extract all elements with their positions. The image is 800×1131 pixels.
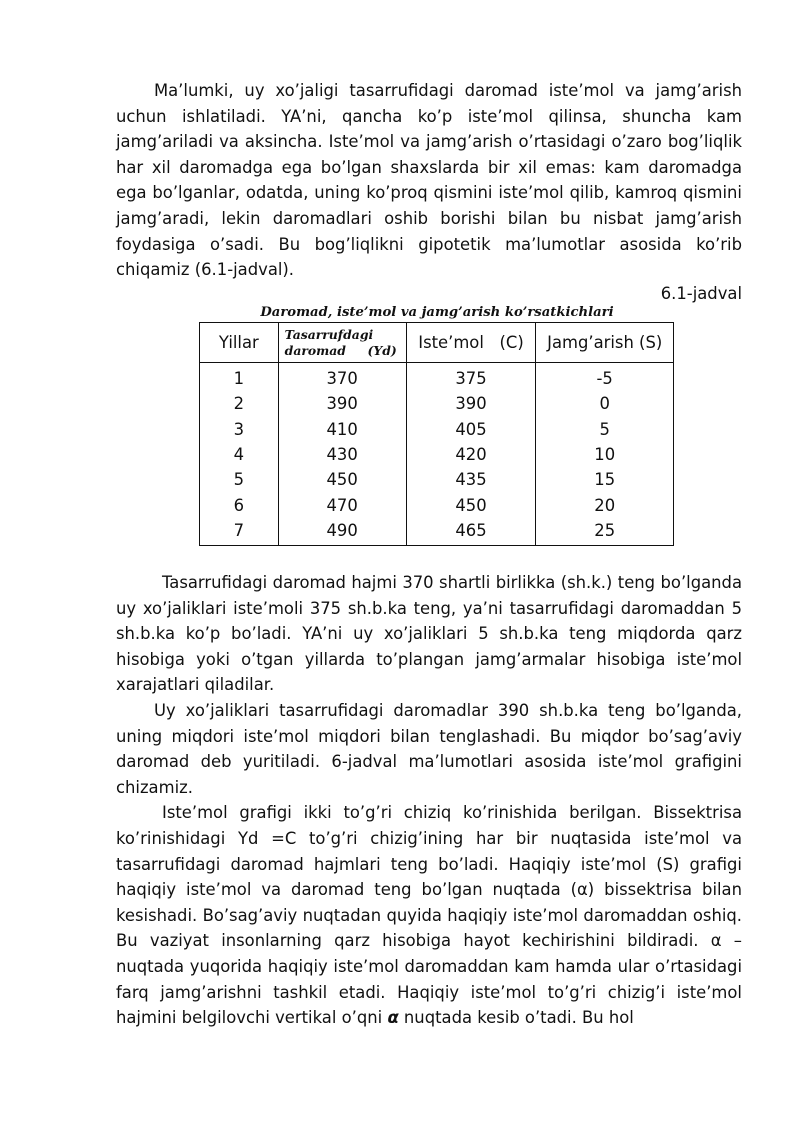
paragraph-3-end: nuqtada kesib o’tadi. Bu hol [403, 1008, 634, 1028]
data-table [199, 322, 674, 546]
cell-saving: 10 [536, 442, 674, 467]
paragraph-3-text: Iste’mol grafigi ikki to’g’ri chiziq ko’rinishida berilgan. Bissektrisa ko’rinishidagi Yd =C to’g’ri chizig’ining har bir nuqtasida iste’mol va tasarrufidagi daromad hajmlari teng bo’ladi. Haqiqiy iste’mol (S) grafigi haqiqiy iste’mol va daromad teng bo’lgan nuqtada (α) bissektrisa bilan kesishadi. Bo’sag’aviy nuqtadan quyida haqiqiy iste’mol daromaddan oshiq. Bu vaziyat insonlarning qarz hisobiga hayot kechirishini bildiradi. α – nuqtada yuqorida haqiqiy iste’mol daromaddan kam hamda ular o’rtasidagi farq jamg’arishni tashkil etadi. Haqiqiy iste’mol to’g’ri chizig’i iste’mol hajmini belgilovchi vertikal o’qni [116, 803, 742, 1028]
table-row [200, 363, 674, 392]
table-row [200, 391, 674, 416]
cell-year: 7 [200, 518, 279, 546]
cell-income: 390 [278, 391, 406, 416]
cell-consumption: 450 [406, 492, 536, 517]
cell-consumption: 375 [406, 363, 536, 392]
table-row [200, 518, 674, 546]
intro-text [116, 78, 742, 283]
cell-consumption: 390 [406, 391, 536, 416]
cell-year: 6 [200, 492, 279, 517]
table-row [200, 417, 674, 442]
header-saving: Jamg’arish (S) [536, 323, 674, 363]
alpha-symbol: α [387, 1008, 399, 1028]
cell-consumption: 435 [406, 467, 536, 492]
table-row [200, 442, 674, 467]
header-consumption: Iste’mol (C) [406, 323, 536, 363]
body-text [116, 570, 742, 1031]
cell-saving: 25 [536, 518, 674, 546]
cell-saving: 5 [536, 417, 674, 442]
paragraph-intro: Ma’lumki, uy xo’jaligi tasarrufidagi daromad iste’mol va jamg’arish uchun ishlatiladi. YA’ni, qancha ko’p iste’mol qilinsa, shuncha kam jamg’ariladi va aksincha. Iste’mol va jamg’arish o’rtasidagi o’zaro bog’liqlik har xil daromadga ega bo’lgan shaxslarda bir xil emas: kam daromadga ega bo’lganlar, odatda, uning ko’proq qismini iste’mol qilib, kamroq qismini jamg’aradi, lekin daromadlari oshib borishi bilan bu nisbat jamg’arish foydasiga o’sadi. Bu bog’liqlikni gipotetik ma’lumotlar asosida ko’rib chiqamiz (6.1-jadval). [116, 81, 742, 280]
cell-consumption: 405 [406, 417, 536, 442]
cell-saving: 0 [536, 391, 674, 416]
cell-year: 4 [200, 442, 279, 467]
cell-income: 490 [278, 518, 406, 546]
cell-income: 450 [278, 467, 406, 492]
header-income-line2: daromad (Yd) [284, 342, 397, 358]
cell-income: 470 [278, 492, 406, 517]
cell-income: 370 [278, 363, 406, 392]
cell-income: 410 [278, 417, 406, 442]
cell-consumption: 465 [406, 518, 536, 546]
cell-saving: 20 [536, 492, 674, 517]
cell-year: 1 [200, 363, 279, 392]
cell-saving: -5 [536, 363, 674, 392]
paragraph-3 [116, 800, 742, 1030]
cell-year: 2 [200, 391, 279, 416]
table-row [200, 467, 674, 492]
header-income [278, 323, 406, 363]
header-years: Yillar [200, 323, 279, 363]
table-row [200, 492, 674, 517]
table-number-label: 6.1-jadval [660, 284, 742, 303]
cell-year: 3 [200, 417, 279, 442]
cell-consumption: 420 [406, 442, 536, 467]
table-header-row [200, 323, 674, 363]
cell-income: 430 [278, 442, 406, 467]
cell-year: 5 [200, 467, 279, 492]
header-income-line1: Tasarrufdagi [284, 326, 374, 342]
paragraph-1: Tasarrufidagi daromad hajmi 370 shartli birlikka (sh.k.) teng bo’lganda uy xo’jaliklari iste’moli 375 sh.b.ka teng, ya’ni tasarrufidagi daromaddan 5 sh.b.ka ko’p bo’ladi. YA’ni uy xo’jaliklari 5 sh.b.ka teng miqdorda qarz hisobiga yoki o’tgan yillarda to’plangan jamg’armalar hisobiga iste’mol xarajatlari qiladilar. [116, 573, 742, 695]
table-title: Daromad, iste’mol va jamg’arish ko’rsatkichlari [260, 305, 614, 320]
paragraph-2: Uy xo’jaliklari tasarrufidagi daromadlar 390 sh.b.ka teng bo’lganda, uning miqdori iste’mol miqdori bilan tenglashadi. Bu miqdor bo’sag’aviy daromad deb yuritiladi. 6-jadval ma’lumotlari asosida iste’mol grafigini chizamiz. [116, 700, 742, 797]
cell-saving: 15 [536, 467, 674, 492]
